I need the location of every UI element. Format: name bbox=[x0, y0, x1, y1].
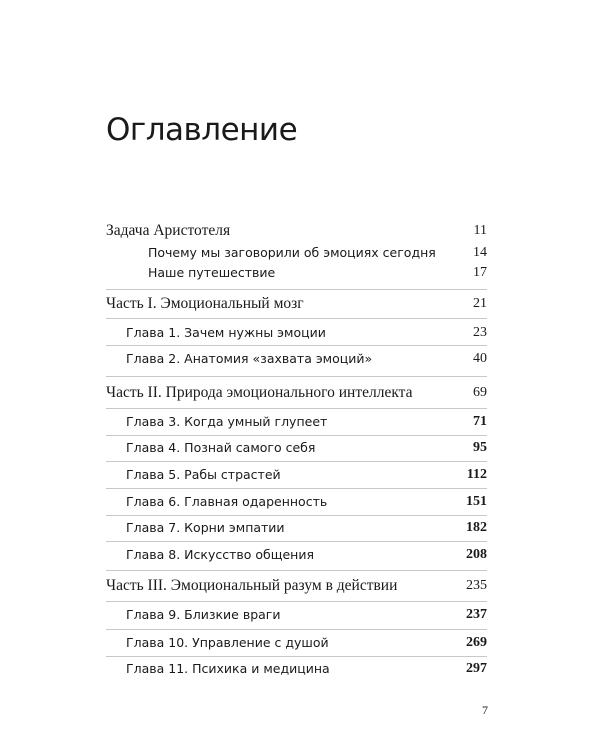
toc-entry-title: Глава 9. Близкие враги bbox=[126, 607, 281, 622]
toc-chapter[interactable] bbox=[0, 464, 600, 486]
toc-chapter[interactable] bbox=[0, 411, 600, 433]
toc-entry-title: Глава 4. Познай самого себя bbox=[126, 440, 316, 455]
divider bbox=[106, 601, 487, 602]
divider bbox=[106, 376, 487, 377]
toc-entry-page: 71 bbox=[473, 414, 487, 429]
toc-entry-title: Глава 5. Рабы страстей bbox=[126, 467, 281, 482]
page-title: Оглавление bbox=[106, 112, 298, 148]
toc-entry-page: 95 bbox=[473, 440, 487, 455]
toc-chapter[interactable] bbox=[0, 348, 600, 370]
toc-entry-page: 11 bbox=[473, 223, 487, 238]
toc-part[interactable] bbox=[0, 293, 600, 315]
toc-entry-title: Глава 10. Управление с душой bbox=[126, 635, 329, 650]
toc-entry-title: Глава 8. Искусство общения bbox=[126, 547, 314, 562]
toc-entry-title: Часть III. Эмоциональный разум в действии bbox=[106, 577, 398, 594]
toc-entry-title: Глава 1. Зачем нужны эмоции bbox=[126, 325, 326, 340]
divider bbox=[106, 461, 487, 462]
toc-chapter[interactable] bbox=[0, 437, 600, 459]
divider bbox=[106, 515, 487, 516]
toc-entry-title: Глава 6. Главная одаренность bbox=[126, 494, 328, 509]
toc-entry-page: 69 bbox=[473, 385, 487, 400]
toc-entry-title: Глава 7. Корни эмпатии bbox=[126, 520, 285, 535]
toc-entry-intro[interactable] bbox=[0, 220, 600, 242]
toc-entry-page: 21 bbox=[473, 296, 487, 311]
toc-entry-title: Часть II. Природа эмоционального интеллекта bbox=[106, 384, 413, 401]
toc-chapter[interactable] bbox=[0, 491, 600, 513]
toc-entry-title: Задача Аристотеля bbox=[106, 222, 231, 239]
toc-entry-page: 112 bbox=[466, 467, 487, 482]
toc-chapter[interactable] bbox=[0, 632, 600, 654]
divider bbox=[106, 408, 487, 409]
toc-entry-title: Почему мы заговорили об эмоциях сегодня bbox=[148, 245, 436, 260]
divider bbox=[106, 541, 487, 542]
toc-entry-title: Глава 2. Анатомия «захвата эмоций» bbox=[126, 351, 373, 366]
toc-part[interactable] bbox=[0, 575, 600, 597]
divider bbox=[106, 570, 487, 571]
toc-entry-page: 208 bbox=[466, 547, 487, 562]
toc-entry-page: 151 bbox=[466, 494, 487, 509]
toc-entry-page: 14 bbox=[473, 245, 487, 260]
toc-entry-page: 23 bbox=[473, 325, 487, 340]
toc-entry-page: 235 bbox=[466, 578, 487, 593]
divider bbox=[106, 656, 487, 657]
divider bbox=[106, 629, 487, 630]
toc-subentry[interactable] bbox=[0, 242, 600, 264]
toc-chapter[interactable] bbox=[0, 604, 600, 626]
toc-part[interactable] bbox=[0, 382, 600, 404]
toc-chapter[interactable] bbox=[0, 658, 600, 680]
toc-entry-page: 40 bbox=[473, 351, 487, 366]
divider bbox=[106, 435, 487, 436]
divider bbox=[106, 345, 487, 346]
divider bbox=[106, 488, 487, 489]
toc-entry-title: Часть I. Эмоциональный мозг bbox=[106, 295, 304, 312]
toc-chapter[interactable] bbox=[0, 544, 600, 566]
toc-entry-page: 182 bbox=[466, 520, 487, 535]
toc-chapter[interactable] bbox=[0, 517, 600, 539]
toc-entry-title: Наше путешествие bbox=[148, 265, 276, 280]
toc-entry-page: 297 bbox=[466, 661, 487, 676]
toc-entry-title: Глава 11. Психика и медицина bbox=[126, 661, 330, 676]
toc-subentry[interactable] bbox=[0, 262, 600, 284]
divider bbox=[106, 289, 487, 290]
toc-entry-page: 17 bbox=[473, 265, 487, 280]
page-number: 7 bbox=[482, 703, 488, 717]
toc-entry-page: 269 bbox=[466, 635, 487, 650]
toc-entry-page: 237 bbox=[466, 607, 487, 622]
divider bbox=[106, 318, 487, 319]
toc-entry-title: Глава 3. Когда умный глупеет bbox=[126, 414, 328, 429]
toc-chapter[interactable] bbox=[0, 322, 600, 344]
